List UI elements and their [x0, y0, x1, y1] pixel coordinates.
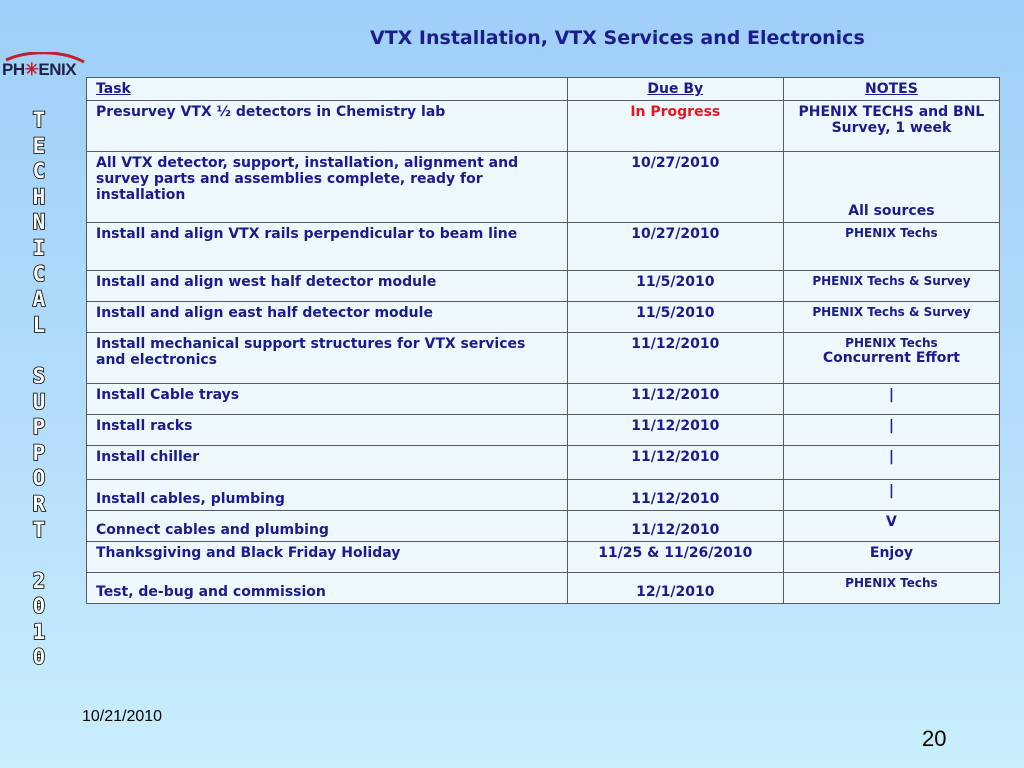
- page-number: 20: [922, 726, 947, 751]
- task-cell: Connect cables and plumbing: [87, 511, 568, 542]
- side-banner-letter: U: [32, 389, 46, 414]
- side-banner: [24, 108, 54, 671]
- table-row: [87, 152, 1000, 223]
- slide-title: VTX Installation, VTX Services and Electronics: [370, 27, 865, 49]
- side-banner-letter: O: [32, 466, 46, 491]
- due-cell: 11/12/2010: [567, 446, 783, 480]
- task-cell: Thanksgiving and Black Friday Holiday: [87, 542, 568, 573]
- side-banner-letter: [24, 338, 54, 364]
- notes-line-2: Concurrent Effort: [822, 350, 960, 366]
- side-banner-letter: 0: [32, 594, 46, 619]
- due-cell: 11/12/2010: [567, 384, 783, 415]
- side-banner-letter: P: [32, 415, 46, 440]
- table-row: [87, 573, 1000, 604]
- task-cell: Install chiller: [87, 446, 568, 480]
- side-banner-letter: 1: [32, 619, 46, 644]
- side-banner-letter: R: [32, 491, 46, 516]
- notes-cell: |: [783, 384, 999, 415]
- table-row: [87, 446, 1000, 480]
- task-cell: Install and align VTX rails perpendicular to beam line: [87, 223, 568, 271]
- table-row: [87, 415, 1000, 446]
- side-banner-letter: T: [32, 517, 46, 542]
- due-cell: 11/25 & 11/26/2010: [567, 542, 783, 573]
- task-cell: All VTX detector, support, installation, alignment and survey parts and assemblies complete, ready for installation: [87, 152, 568, 223]
- header-notes: NOTES: [783, 78, 999, 101]
- side-banner-letter: S: [32, 363, 46, 388]
- notes-line-1: PHENIX Techs: [845, 336, 938, 350]
- due-cell: 11/12/2010: [567, 415, 783, 446]
- table-row: [87, 333, 1000, 384]
- logo-star-icon: ✳: [24, 60, 39, 79]
- due-cell: 10/27/2010: [567, 223, 783, 271]
- notes-cell: |: [783, 446, 999, 480]
- notes-cell: PHENIX TECHS and BNL Survey, 1 week: [783, 101, 999, 152]
- notes-cell: PHENIX Techs & Survey: [783, 302, 999, 333]
- table-row: [87, 271, 1000, 302]
- side-banner-letter: L: [32, 312, 46, 337]
- notes-cell: Enjoy: [783, 542, 999, 573]
- side-banner-letter: N: [32, 210, 46, 235]
- notes-cell: All sources: [783, 152, 999, 223]
- table-row: [87, 101, 1000, 152]
- due-cell: 11/12/2010: [567, 480, 783, 511]
- footer-date: 10/21/2010: [82, 708, 163, 725]
- side-banner-letter: A: [32, 287, 46, 312]
- notes-cell: V: [783, 511, 999, 542]
- notes-cell: [783, 333, 999, 384]
- side-banner-letter: I: [32, 235, 46, 260]
- table-row: [87, 384, 1000, 415]
- notes-cell: |: [783, 415, 999, 446]
- notes-cell: PHENIX Techs & Survey: [783, 271, 999, 302]
- header-due-by: Due By: [567, 78, 783, 101]
- table-row: [87, 302, 1000, 333]
- schedule-table: [86, 77, 1000, 604]
- due-cell: 10/27/2010: [567, 152, 783, 223]
- logo-text-left: PH: [2, 60, 25, 79]
- due-cell: 11/5/2010: [567, 271, 783, 302]
- logo-text-right: ENIX: [38, 60, 77, 79]
- side-banner-letter: 2: [32, 568, 46, 593]
- task-cell: Install and align east half detector module: [87, 302, 568, 333]
- due-cell: 11/12/2010: [567, 333, 783, 384]
- task-cell: Install Cable trays: [87, 384, 568, 415]
- due-cell: 12/1/2010: [567, 573, 783, 604]
- table-header-row: [87, 78, 1000, 101]
- task-cell: Install cables, plumbing: [87, 480, 568, 511]
- side-banner-letter: T: [32, 108, 46, 132]
- task-cell: Presurvey VTX ½ detectors in Chemistry lab: [87, 101, 568, 152]
- side-banner-letter: C: [32, 159, 46, 184]
- table-row: [87, 542, 1000, 573]
- side-banner-letter: C: [32, 261, 46, 286]
- notes-cell: |: [783, 480, 999, 511]
- task-cell: Install mechanical support structures for VTX services and electronics: [87, 333, 568, 384]
- task-cell: Test, de-bug and commission: [87, 573, 568, 604]
- task-cell: Install and align west half detector module: [87, 271, 568, 302]
- notes-cell: PHENIX Techs: [783, 223, 999, 271]
- due-cell: In Progress: [567, 101, 783, 152]
- table-row: [87, 511, 1000, 542]
- side-banner-letter: P: [32, 440, 46, 465]
- header-task: Task: [87, 78, 568, 101]
- due-cell: 11/5/2010: [567, 302, 783, 333]
- task-cell: Install racks: [87, 415, 568, 446]
- due-cell: 11/12/2010: [567, 511, 783, 542]
- side-banner-letter: 0: [32, 645, 46, 670]
- table-row: [87, 223, 1000, 271]
- side-banner-letter: [24, 543, 54, 569]
- notes-cell: PHENIX Techs: [783, 573, 999, 604]
- phenix-logo: [2, 60, 76, 80]
- side-banner-letter: H: [32, 184, 46, 209]
- side-banner-letter: E: [32, 133, 46, 158]
- table-row: [87, 480, 1000, 511]
